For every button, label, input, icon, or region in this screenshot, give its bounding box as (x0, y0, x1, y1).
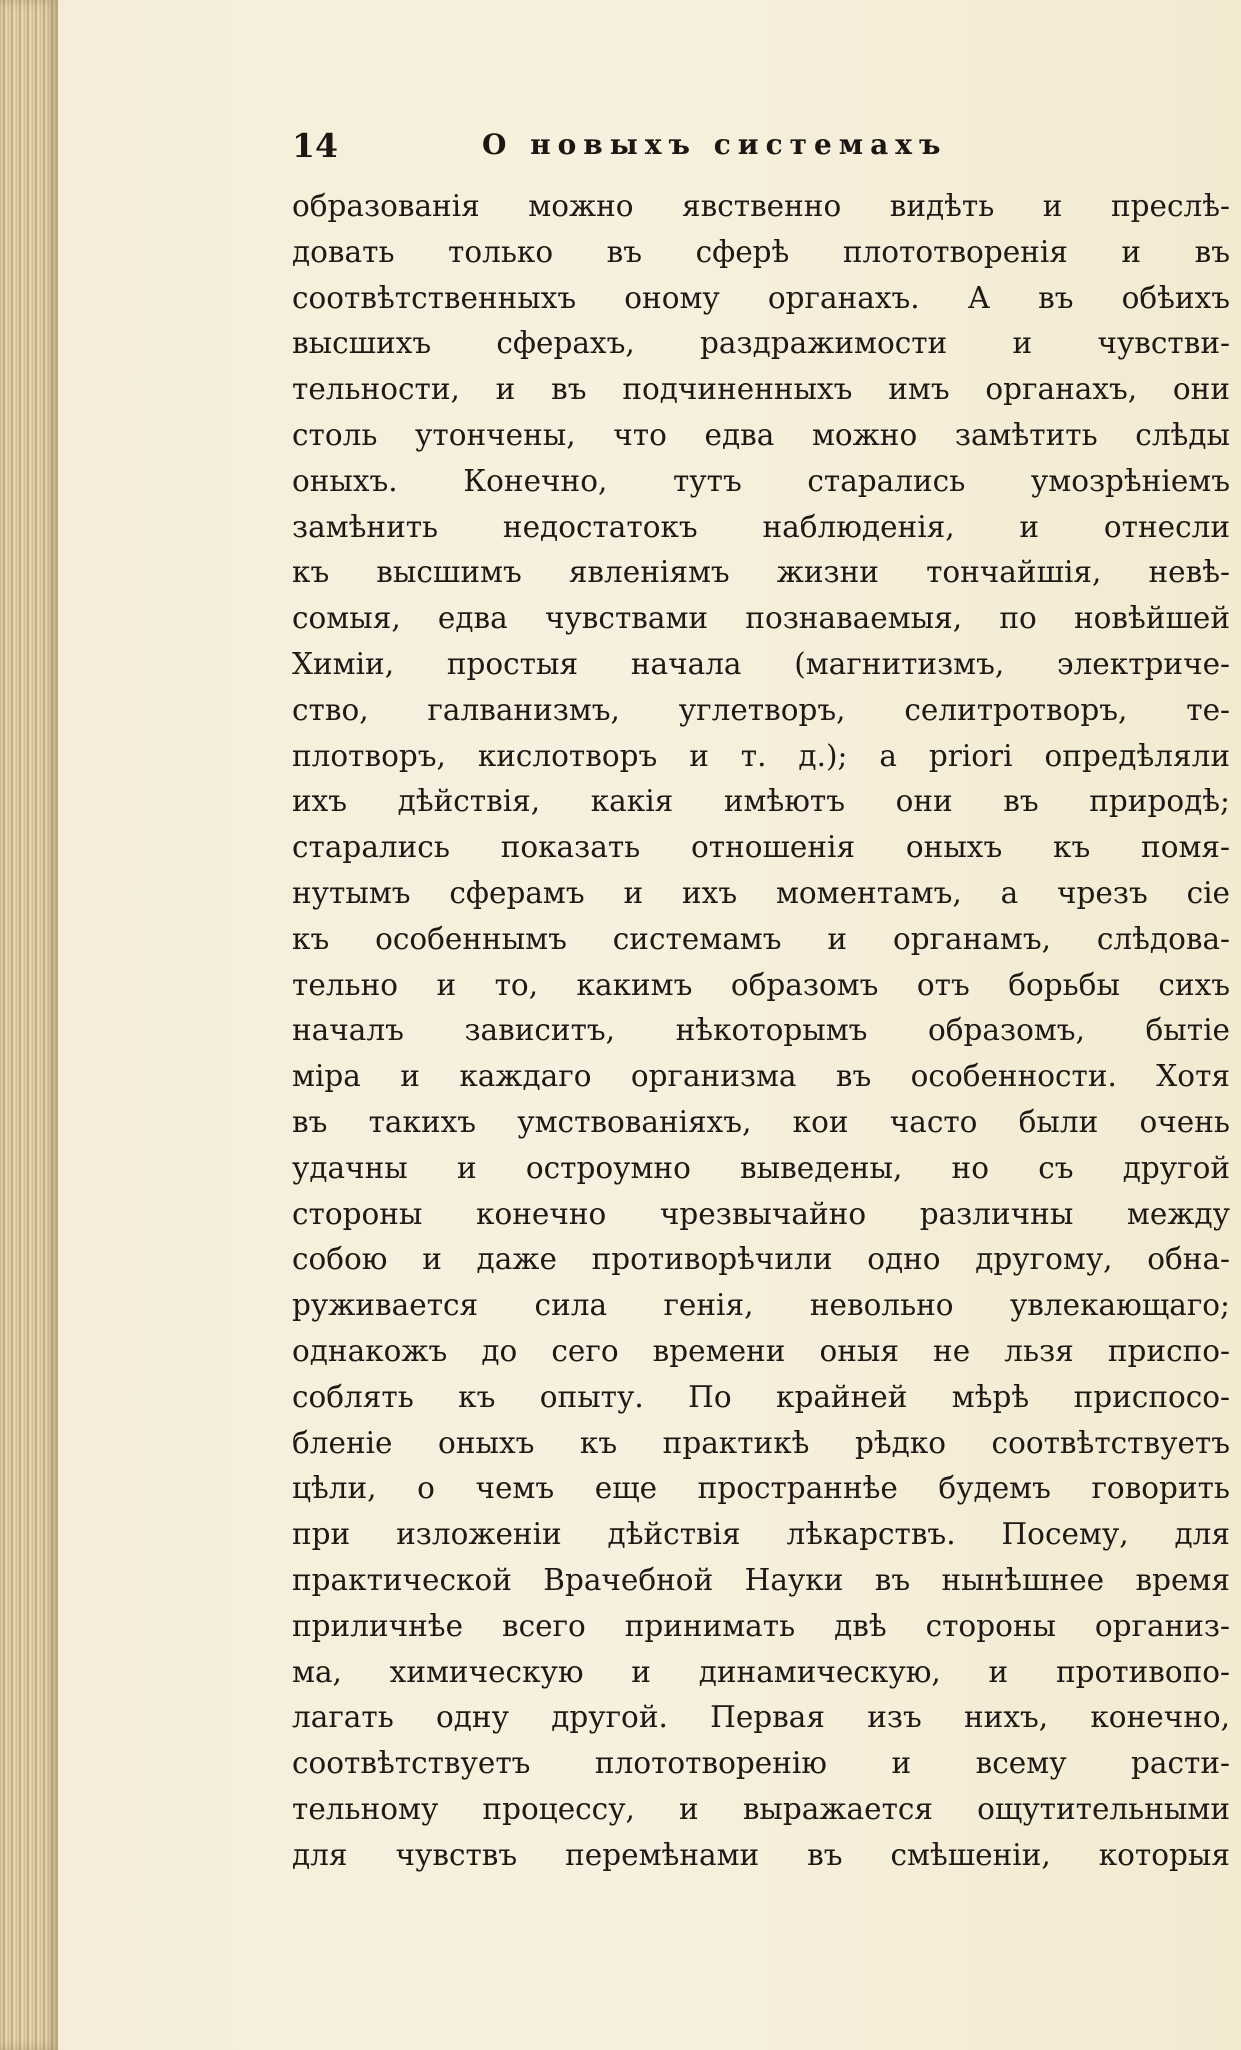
running-title: О новыхъ системахъ (482, 128, 948, 161)
text-line: практической Врачебной Науки въ нынѣшнее время (292, 1562, 1230, 1597)
text-line: столь утончены, что едва можно замѣтить слѣды (292, 417, 1230, 452)
text-line: соотвѣтственныхъ оному органахъ. А въ обѣихъ (292, 280, 1230, 315)
text-line: къ особеннымъ системамъ и органамъ, слѣдова- (292, 921, 1230, 956)
text-line: Химіи, простыя начала (магнитизмъ, электриче- (292, 646, 1230, 681)
text-line: цѣли, о чемъ еще пространнѣе будемъ говорить (292, 1471, 1230, 1506)
text-line: ство, галванизмъ, углетворъ, селитротворъ, те- (292, 692, 1230, 727)
text-line: оныхъ. Конечно, тутъ старались умозрѣніемъ (292, 463, 1230, 498)
text-line: образованія можно явственно видѣть и преслѣ- (292, 189, 1230, 223)
page-number: 14 (292, 126, 338, 165)
text-line: лагать одну другой. Первая изъ нихъ, конечно, (292, 1700, 1230, 1735)
text-line: ихъ дѣйствія, какія имѣютъ они въ природѣ; (292, 784, 1230, 819)
text-line: въ такихъ умствованіяхъ, кои часто были очень (292, 1104, 1230, 1139)
text-line: сомыя, едва чувствами познаваемыя, по новѣйшей (292, 601, 1230, 636)
text-line: удачны и остроумно выведены, но съ другой (292, 1150, 1230, 1185)
text-line: высшихъ сферахъ, раздражимости и чувстви- (292, 326, 1230, 361)
text-line: ма, химическую и динамическую, и противопо- (292, 1654, 1230, 1689)
text-line: руживается сила генія, невольно увлекающаго; (292, 1288, 1230, 1323)
text-line: тельному процессу, и выражается ощутительными (292, 1791, 1230, 1826)
page-header (292, 118, 1232, 178)
text-line: замѣнить недостатокъ наблюденія, и отнесли (292, 509, 1230, 544)
text-line: тельно и то, какимъ образомъ отъ борьбы сихъ (292, 967, 1230, 1002)
text-line: однакожъ до сего времени оныя не льзя приспо- (292, 1333, 1230, 1368)
text-line: нутымъ сферамъ и ихъ моментамъ, а чрезъ сіе (292, 875, 1230, 910)
text-line: собою и даже противорѣчили одно другому, обна- (292, 1242, 1230, 1277)
text-line: міра и каждаго организма въ особенности. Хотя (292, 1059, 1230, 1094)
text-line: приличнѣе всего принимать двѣ стороны организ- (292, 1608, 1230, 1643)
text-line: старались показать отношенія оныхъ къ помя- (292, 830, 1230, 865)
text-line: при изложеніи дѣйствія лѣкарствъ. Посему, для (292, 1517, 1230, 1552)
text-line: для чувствъ перемѣнами въ смѣшеніи, которыя (292, 1837, 1230, 1872)
body-text (292, 184, 1230, 1878)
text-line: тельности, и въ подчиненныхъ имъ органахъ, они (292, 372, 1230, 407)
text-line: стороны конечно чрезвычайно различны между (292, 1196, 1230, 1231)
text-line: бленіе оныхъ къ практикѣ рѣдко соотвѣтствуетъ (292, 1425, 1230, 1460)
text-line: плотворъ, кислотворъ и т. д.); а priori опредѣляли (292, 738, 1230, 773)
text-line: соотвѣтствуетъ плототворенію и всему расти- (292, 1746, 1230, 1781)
text-line: довать только въ сферѣ плототворенія и въ (292, 234, 1230, 269)
page-binding-edge (0, 0, 58, 2050)
text-line: началъ зависитъ, нѣкоторымъ образомъ, бытіе (292, 1013, 1230, 1048)
text-line: соблять къ опыту. По крайней мѣрѣ приспосо- (292, 1379, 1230, 1414)
text-line: къ высшимъ явленіямъ жизни тончайшія, невѣ- (292, 555, 1230, 590)
